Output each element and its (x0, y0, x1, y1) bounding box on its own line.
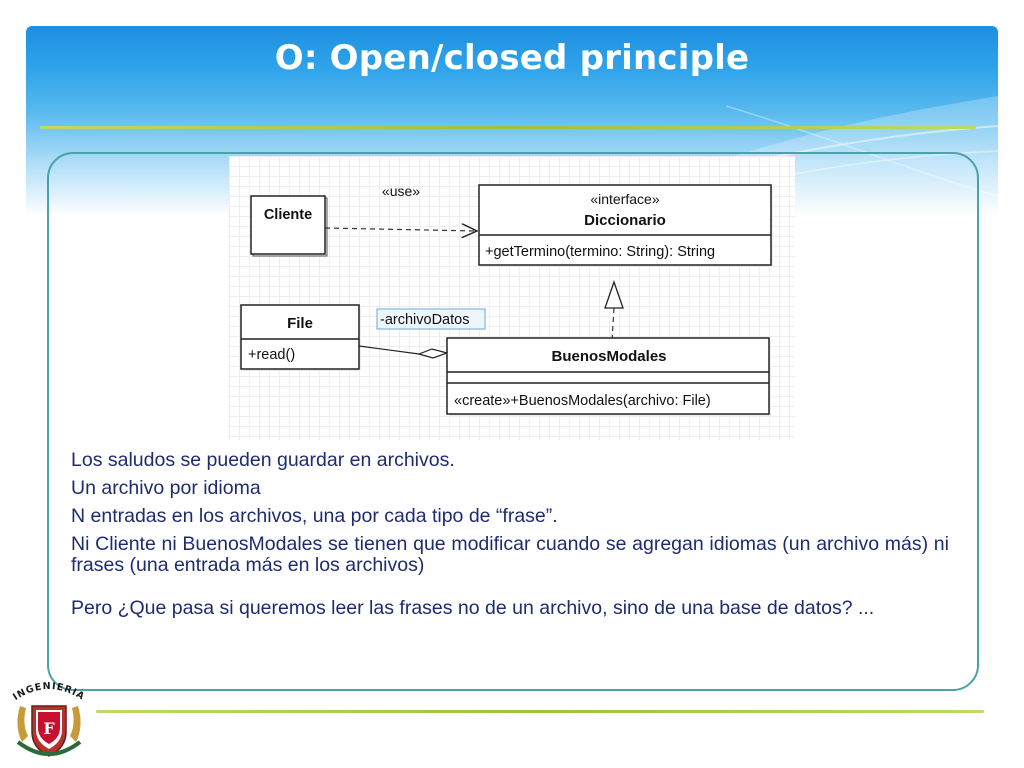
realization-line (612, 308, 614, 340)
interface-method: +getTermino(termino: String): String (485, 244, 716, 260)
buenos-modales-name: BuenosModales (551, 348, 667, 365)
bullet-list (71, 450, 949, 626)
buenos-modales-method: «create»+BuenosModales(archivo: File) (454, 393, 711, 409)
cliente-class[interactable] (251, 196, 327, 256)
diccionario-interface[interactable] (479, 185, 773, 267)
association-label: -archivoDatos (380, 312, 470, 328)
file-method: +read() (248, 347, 296, 363)
bullet-item: Ni Cliente ni BuenosModales se tienen que modificar cuando se agregan idiomas (un archivo más) ni frases (una entrada más en los archivos) (71, 533, 949, 576)
bullet-item: Pero ¿Que pasa si queremos leer las frases no de un archivo, sino de una base de datos? ... (71, 597, 875, 619)
ingenieria-crest-logo (8, 676, 90, 764)
aggregation-line (359, 346, 419, 354)
top-divider (40, 126, 976, 129)
bullet-item: Un archivo por idioma (71, 477, 261, 499)
interface-name: Diccionario (584, 212, 666, 229)
svg-text:INGENIERIA: INGENIERIA (11, 680, 87, 703)
file-name: File (287, 315, 313, 332)
use-dependency-line (325, 228, 477, 231)
realization-arrowhead (605, 282, 623, 308)
buenos-modales-class[interactable] (447, 338, 771, 416)
use-label: «use» (381, 183, 421, 199)
bottom-divider (96, 710, 984, 713)
uml-diagram (229, 156, 795, 440)
cliente-name: Cliente (263, 207, 313, 223)
file-class[interactable] (241, 305, 361, 371)
svg-text:F: F (43, 719, 55, 738)
bullet-item: Los saludos se pueden guardar en archivos. (71, 449, 455, 471)
slide-title: O: Open/closed principle (274, 38, 750, 78)
aggregation-diamond (419, 349, 447, 358)
interface-stereotype: «interface» (590, 191, 660, 207)
bullet-item: N entradas en los archivos, una por cada tipo de “frase”. (71, 505, 558, 527)
